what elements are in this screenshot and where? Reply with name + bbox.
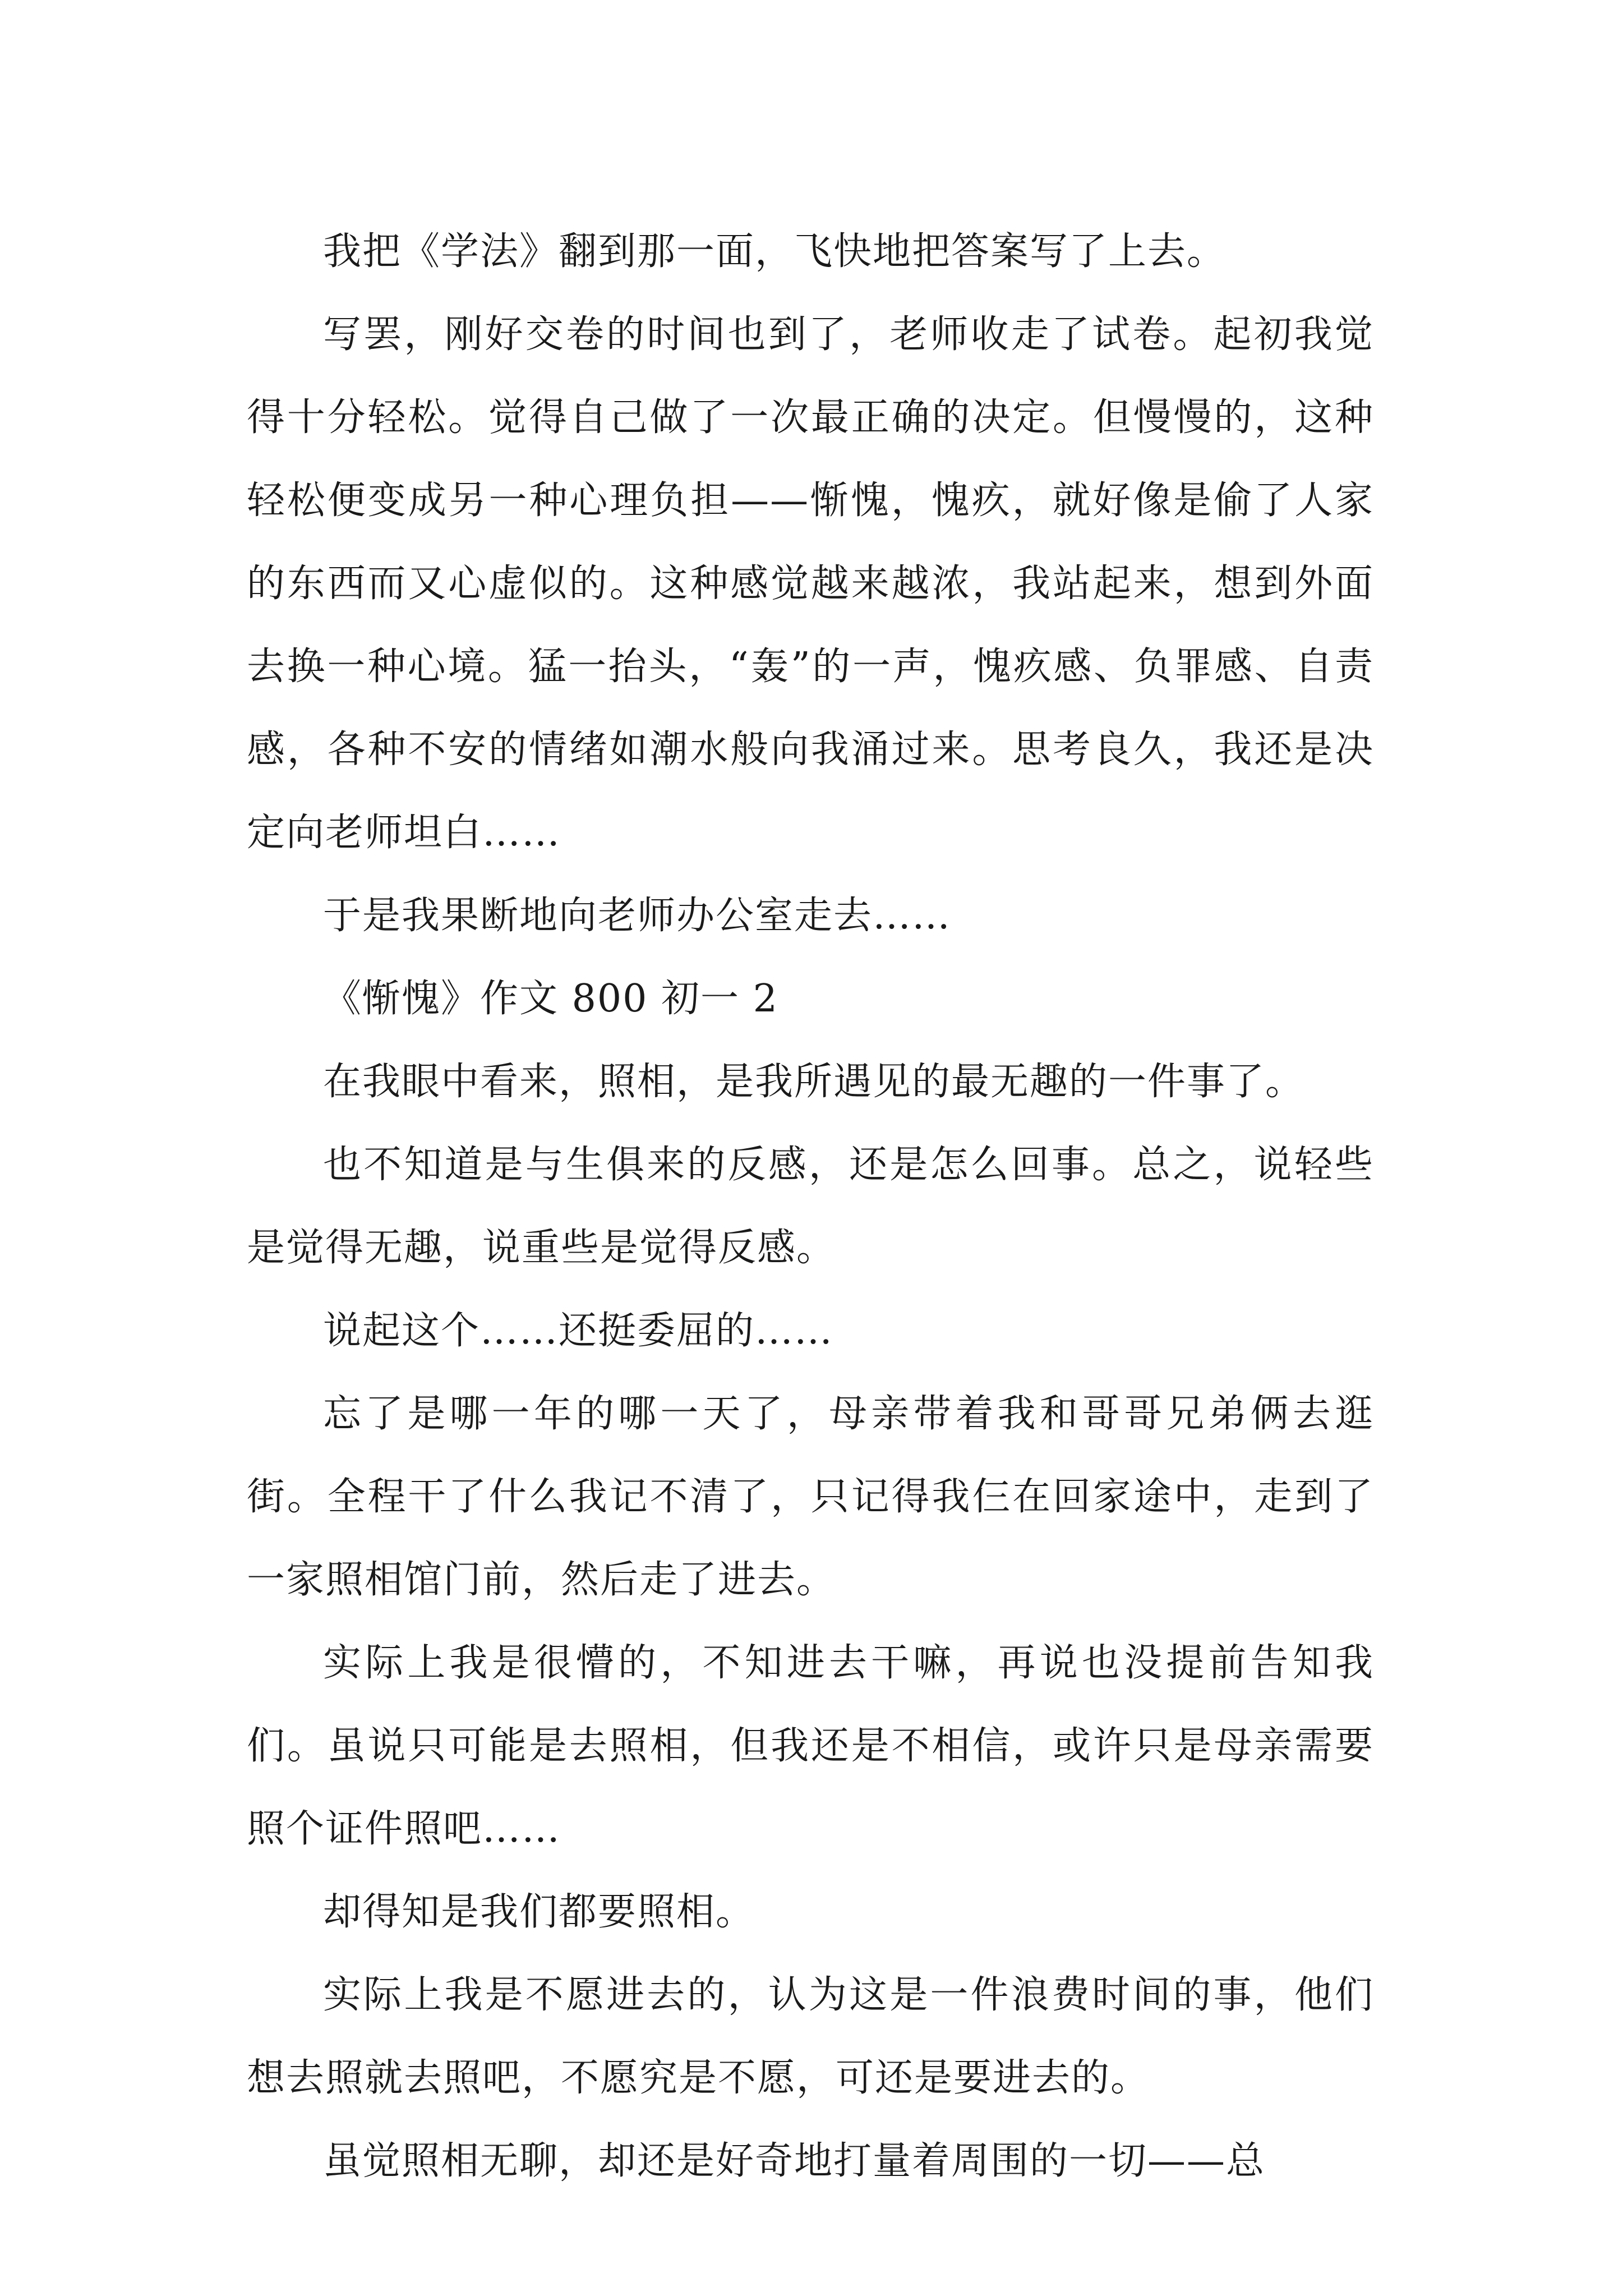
section-heading: 《惭愧》作文 800 初一 2 bbox=[323, 977, 778, 1021]
paragraph: 虽觉照相无聊，却还是好奇地打量着周围的一切——总 bbox=[323, 2139, 1266, 2183]
paragraph: 却得知是我们都要照相。 bbox=[323, 1890, 755, 1934]
paragraph: 实际上我是很懵的，不知进去干嘛，再说也没提前告知我们。虽说只可能是去照相，但我还是不相信，或许只是母亲需要照个证件照吧…… bbox=[247, 1641, 1374, 1851]
document-body bbox=[247, 210, 1374, 2203]
paragraph: 在我眼中看来，照相，是我所遇见的最无趣的一件事了。 bbox=[323, 1060, 1305, 1104]
paragraph: 忘了是哪一年的哪一天了，母亲带着我和哥哥兄弟俩去逛街。全程干了什么我记不清了，只记得我仨在回家途中，走到了一家照相馆门前，然后走了进去。 bbox=[247, 1392, 1374, 1602]
paragraph: 我把《学法》翻到那一面，飞快地把答案写了上去。 bbox=[323, 229, 1227, 274]
paragraph: 写罢，刚好交卷的时间也到了，老师收走了试卷。起初我觉得十分轻松。觉得自己做了一次最正确的决定。但慢慢的，这种轻松便变成另一种心理负担——惭愧，愧疚，就好像是偷了人家的东西而又心虚似的。这种感觉越来越浓，我站起来，想到外面去换一种心境。猛一抬头，“轰”的一声，愧疚感、负罪感、自责感，各种不安的情绪如潮水般向我涌过来。思考良久，我还是决定向老师坦白…… bbox=[247, 312, 1374, 855]
paragraph: 实际上我是不愿进去的，认为这是一件浪费时间的事，他们想去照就去照吧，不愿究是不愿，可还是要进去的。 bbox=[247, 1973, 1374, 2100]
paragraph: 说起这个……还挺委屈的…… bbox=[323, 1309, 834, 1353]
paragraph: 于是我果断地向老师办公室走去…… bbox=[323, 894, 952, 938]
paragraph: 也不知道是与生俱来的反感，还是怎么回事。总之，说轻些是觉得无趣，说重些是觉得反感。 bbox=[247, 1143, 1374, 1270]
